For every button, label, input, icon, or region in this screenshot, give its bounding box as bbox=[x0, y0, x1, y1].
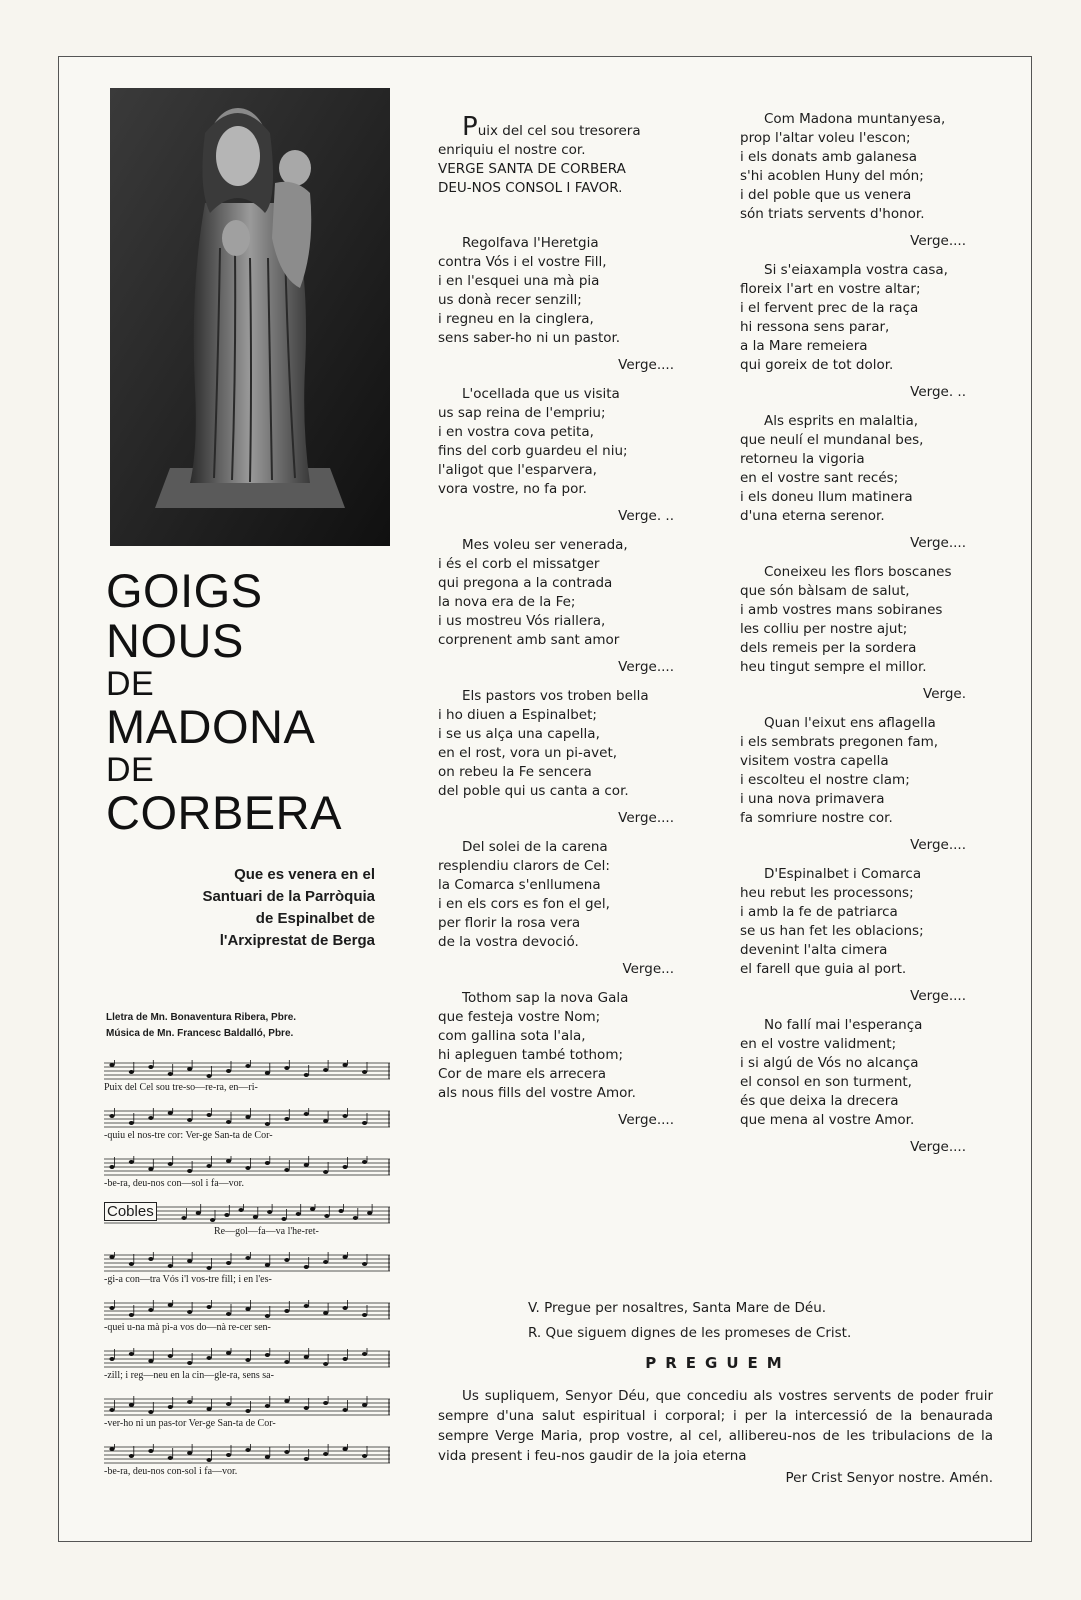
verse-line: heu rebut les processons; bbox=[740, 885, 914, 901]
verse-line: i amb la fe de patriarca bbox=[740, 904, 898, 920]
stanza bbox=[740, 563, 990, 704]
subtitle-line: Que es venera en el bbox=[234, 866, 375, 883]
verse-line: i us mostreu Vós riallera, bbox=[438, 613, 606, 629]
cobles-label: Cobles bbox=[104, 1202, 157, 1221]
verse-line: Mes voleu ser venerada, bbox=[462, 537, 628, 553]
verse-line: Si s'eiaxampla vostra casa, bbox=[764, 262, 948, 278]
refrain-marker: Verge.... bbox=[618, 659, 674, 675]
verse-line: de la vostra devoció. bbox=[438, 934, 579, 950]
verse-line: i en els cors es fon el gel, bbox=[438, 896, 610, 912]
music-system bbox=[104, 1108, 390, 1156]
title-line: DE bbox=[106, 665, 155, 703]
verse-line: per florir la rosa vera bbox=[438, 915, 581, 931]
versicle-response bbox=[438, 1296, 998, 1346]
music-staff bbox=[104, 1252, 390, 1274]
sheet-music bbox=[104, 1060, 390, 1492]
verse-line: i és el corb el missatger bbox=[438, 556, 600, 572]
verse-line: que neulí el mundanal bes, bbox=[740, 432, 924, 448]
verse-line: el farell que guia al port. bbox=[740, 961, 907, 977]
music-lyric: -be-ra, deu-nos con-sol i fa—vor. bbox=[104, 1466, 238, 1477]
verse-line: que festeja vostre Nom; bbox=[438, 1009, 601, 1025]
verse-line: VERGE SANTA DE CORBERA bbox=[438, 161, 626, 177]
verses-column-2 bbox=[740, 110, 990, 1167]
music-staff bbox=[104, 1300, 390, 1322]
verse-line: Del solei de la carena bbox=[462, 839, 608, 855]
verse-line-text: uix del cel sou tresorera bbox=[477, 123, 641, 139]
verse-line: i del poble que us venera bbox=[740, 187, 912, 203]
drop-cap: P bbox=[462, 112, 478, 142]
refrain-marker: Verge. .. bbox=[618, 508, 674, 524]
verse-line: Quan l'eixut ens aflagella bbox=[764, 715, 936, 731]
refrain-marker: Verge.... bbox=[910, 535, 966, 551]
subtitle-line: Santuari de la Parròquia bbox=[202, 888, 375, 905]
verse-line: on rebeu la Fe sencera bbox=[438, 764, 592, 780]
verse-line: el consol en son turment, bbox=[740, 1074, 912, 1090]
verse-line: i escolteu el nostre clam; bbox=[740, 772, 910, 788]
verse-line: sens saber-ho ni un pastor. bbox=[438, 330, 621, 346]
refrain-marker: Verge.... bbox=[910, 233, 966, 249]
refrain-marker: Verge.... bbox=[618, 1112, 674, 1128]
verse-line: i amb vostres mans sobiranes bbox=[740, 602, 943, 618]
stanza bbox=[740, 865, 990, 1006]
response: R. Que siguem dignes de les promeses de Crist. bbox=[528, 1325, 852, 1341]
refrain-marker bbox=[438, 206, 698, 224]
verse-line: L'ocellada que us visita bbox=[462, 386, 620, 402]
verse-line: i regneu en la cinglera, bbox=[438, 311, 594, 327]
verse-line: No fallí mai l'esperança bbox=[764, 1017, 923, 1033]
prayer-text bbox=[438, 1386, 993, 1466]
verse-line: l'aligot que l'esparvera, bbox=[438, 462, 597, 478]
refrain-marker: Verge.... bbox=[910, 837, 966, 853]
verse-line: qui goreix de tot dolor. bbox=[740, 357, 894, 373]
verse-line: contra Vós i el vostre Fill, bbox=[438, 254, 607, 270]
subtitle-line: l'Arxiprestat de Berga bbox=[219, 932, 375, 949]
verse-line: hi apleguen també tothom; bbox=[438, 1047, 624, 1063]
stanza bbox=[740, 714, 990, 855]
verse-line: enriquiu el nostre cor. bbox=[438, 142, 586, 158]
verse-line: i en vostra cova petita, bbox=[438, 424, 594, 440]
verse-line: del poble qui us canta a cor. bbox=[438, 783, 629, 799]
verse-line: Tothom sap la nova Gala bbox=[462, 990, 629, 1006]
verse-line: corprenent amb sant amor bbox=[438, 632, 620, 648]
music-lyric: -quiu el nos-tre cor: Ver-ge San-ta de Cor- bbox=[104, 1130, 273, 1141]
verse-line: que són bàlsam de salut, bbox=[740, 583, 910, 599]
verse-line: devenint l'alta cimera bbox=[740, 942, 888, 958]
verse-line: s'hi acoblen Huny del món; bbox=[740, 168, 924, 184]
verse-line: i en l'esquei una mà pia bbox=[438, 273, 600, 289]
verse-line: us donà recer senzill; bbox=[438, 292, 582, 308]
verse-line: vora vostre, no fa por. bbox=[438, 481, 587, 497]
music-system bbox=[104, 1204, 390, 1252]
music-system bbox=[104, 1060, 390, 1108]
refrain-marker: Verge. .. bbox=[910, 384, 966, 400]
music-staff bbox=[104, 1108, 390, 1130]
music-credit: Música de Mn. Francesc Baldalló, Pbre. bbox=[106, 1028, 294, 1039]
verse-line: i el fervent prec de la raça bbox=[740, 300, 919, 316]
verse-line: als nous fills del vostre Amor. bbox=[438, 1085, 636, 1101]
verse-line: en el vostre validment; bbox=[740, 1036, 897, 1052]
verse-line: resplendiu clarors de Cel: bbox=[438, 858, 610, 874]
verse-line: D'Espinalbet i Comarca bbox=[764, 866, 922, 882]
title-line: GOIGS bbox=[106, 564, 263, 617]
stanza bbox=[740, 261, 990, 402]
verse-line: hi ressona sens parar, bbox=[740, 319, 890, 335]
verse-line: i ho diuen a Espinalbet; bbox=[438, 707, 597, 723]
refrain-marker: Verge.... bbox=[618, 357, 674, 373]
verse-line: visitem vostra capella bbox=[740, 753, 889, 769]
lyrics-credit: Lletra de Mn. Bonaventura Ribera, Pbre. bbox=[106, 1012, 297, 1023]
music-system bbox=[104, 1252, 390, 1300]
music-lyric: Re—gol—fa—va l'he-ret- bbox=[214, 1226, 319, 1237]
music-system bbox=[104, 1348, 390, 1396]
verse-line: qui pregona a la contrada bbox=[438, 575, 613, 591]
verse-line: que mena al vostre Amor. bbox=[740, 1112, 915, 1128]
verse-line: i els doneu llum matinera bbox=[740, 489, 913, 505]
verse-line: són triats servents d'honor. bbox=[740, 206, 925, 222]
music-lyric: Puix del Cel sou tre-so—re-ra, en—ri- bbox=[104, 1082, 258, 1093]
verse-line: prop l'altar voleu l'escon; bbox=[740, 130, 911, 146]
verse-line: fins del corb guardeu el niu; bbox=[438, 443, 628, 459]
verse-line: Coneixeu les flors boscanes bbox=[764, 564, 952, 580]
verse-line: Els pastors vos troben bella bbox=[462, 688, 649, 704]
verse-line: com gallina sota l'ala, bbox=[438, 1028, 586, 1044]
subtitle-line: de Espinalbet de bbox=[255, 910, 375, 927]
music-lyric: -ver-ho ni un pas-tor Ver-ge San-ta de Cor- bbox=[104, 1418, 276, 1429]
refrain-marker: Verge. bbox=[923, 686, 966, 702]
verse-line: DEU-NOS CONSOL I FAVOR. bbox=[438, 180, 623, 196]
verse-line: i se us alça una capella, bbox=[438, 726, 600, 742]
title-line: NOUS bbox=[106, 614, 244, 667]
document-title bbox=[106, 566, 342, 838]
versicle: V. Pregue per nosaltres, Santa Mare de Déu. bbox=[528, 1300, 827, 1316]
verse-line: se us han fet les oblacions; bbox=[740, 923, 924, 939]
verse-line: Cor de mare els arrecera bbox=[438, 1066, 607, 1082]
music-lyric: -be-ra, deu-nos con—sol i fa—vor. bbox=[104, 1178, 244, 1189]
music-staff bbox=[104, 1444, 390, 1466]
music-system bbox=[104, 1444, 390, 1492]
verse-line: i els sembrats pregonen fam, bbox=[740, 734, 939, 750]
music-staff bbox=[104, 1060, 390, 1082]
verse-line: en el vostre sant recés; bbox=[740, 470, 899, 486]
verse-line: us sap reina de l'empriu; bbox=[438, 405, 606, 421]
verse-line: a la Mare remeiera bbox=[740, 338, 868, 354]
music-staff bbox=[104, 1396, 390, 1418]
refrain-marker: Verge.... bbox=[618, 810, 674, 826]
verses-column-1 bbox=[438, 112, 698, 1140]
madonna-statue-photo bbox=[110, 88, 390, 546]
preguem-heading: PREGUEM bbox=[645, 1354, 791, 1372]
music-staff bbox=[104, 1156, 390, 1178]
verse-line: fa somriure nostre cor. bbox=[740, 810, 893, 826]
verse-line: dels remeis per la sordera bbox=[740, 640, 917, 656]
verse-line: Als esprits en malaltia, bbox=[764, 413, 919, 429]
verse-line: d'una eterna serenor. bbox=[740, 508, 885, 524]
stanza bbox=[438, 234, 698, 375]
stanza bbox=[438, 112, 698, 224]
verse-line: retorneu la vigoria bbox=[740, 451, 865, 467]
verse-line: i els donats amb galanesa bbox=[740, 149, 918, 165]
verse-line: heu tingut sempre el millor. bbox=[740, 659, 927, 675]
music-system bbox=[104, 1396, 390, 1444]
stanza bbox=[740, 1016, 990, 1157]
stanza bbox=[438, 687, 698, 828]
music-lyric: -zill; i reg—neu en la cin—gle-ra, sens sa- bbox=[104, 1370, 274, 1381]
verse-line: i si algú de Vós no alcança bbox=[740, 1055, 919, 1071]
subtitle bbox=[150, 864, 375, 952]
stanza bbox=[438, 536, 698, 677]
verse-line: la Comarca s'enllumena bbox=[438, 877, 601, 893]
verse-line: les colliu per nostre ajut; bbox=[740, 621, 908, 637]
music-system bbox=[104, 1156, 390, 1204]
verse-line: floreix l'art en vostre altar; bbox=[740, 281, 921, 297]
refrain-marker: Verge.... bbox=[910, 988, 966, 1004]
refrain-marker: Verge... bbox=[622, 961, 674, 977]
verse-line bbox=[438, 112, 698, 142]
stanza bbox=[740, 110, 990, 251]
prayer-paragraph: Us supliquem, Senyor Déu, que concediu als vostres servents de poder fruir sempre d'una salut espiritual i corporal; i per la intercessió de la benaurada sempre Verge Maria, prop vostre, al cel, allibereu-nos de les tribulacions de la vida present i feu-nos gaudir de la joia eterna bbox=[438, 1388, 993, 1464]
music-lyric: -quei u-na mà pi-a vos do—nà re-cer sen- bbox=[104, 1322, 271, 1333]
verse-line: és que deixa la drecera bbox=[740, 1093, 899, 1109]
refrain-marker: Verge.... bbox=[910, 1139, 966, 1155]
music-staff bbox=[104, 1204, 390, 1226]
stanza bbox=[438, 385, 698, 526]
stanza bbox=[740, 412, 990, 553]
music-staff bbox=[104, 1348, 390, 1370]
stanza bbox=[438, 838, 698, 979]
music-system bbox=[104, 1300, 390, 1348]
verse-line: i una nova primavera bbox=[740, 791, 885, 807]
credits bbox=[106, 1010, 296, 1042]
music-lyric: -gi-a con—tra Vós i'l vos-tre fill; i en l'es- bbox=[104, 1274, 272, 1285]
closing-amen: Per Crist Senyor nostre. Amén. bbox=[785, 1470, 993, 1486]
verse-line: en el rost, vora un pi-avet, bbox=[438, 745, 618, 761]
verse-line: la nova era de la Fe; bbox=[438, 594, 576, 610]
title-line: MADONA bbox=[106, 700, 316, 753]
verse-line: Com Madona muntanyesa, bbox=[764, 111, 946, 127]
title-line: DE bbox=[106, 751, 155, 789]
stanza bbox=[438, 989, 698, 1130]
verse-line: Regolfava l'Heretgia bbox=[462, 235, 599, 251]
title-line: CORBERA bbox=[106, 786, 342, 839]
